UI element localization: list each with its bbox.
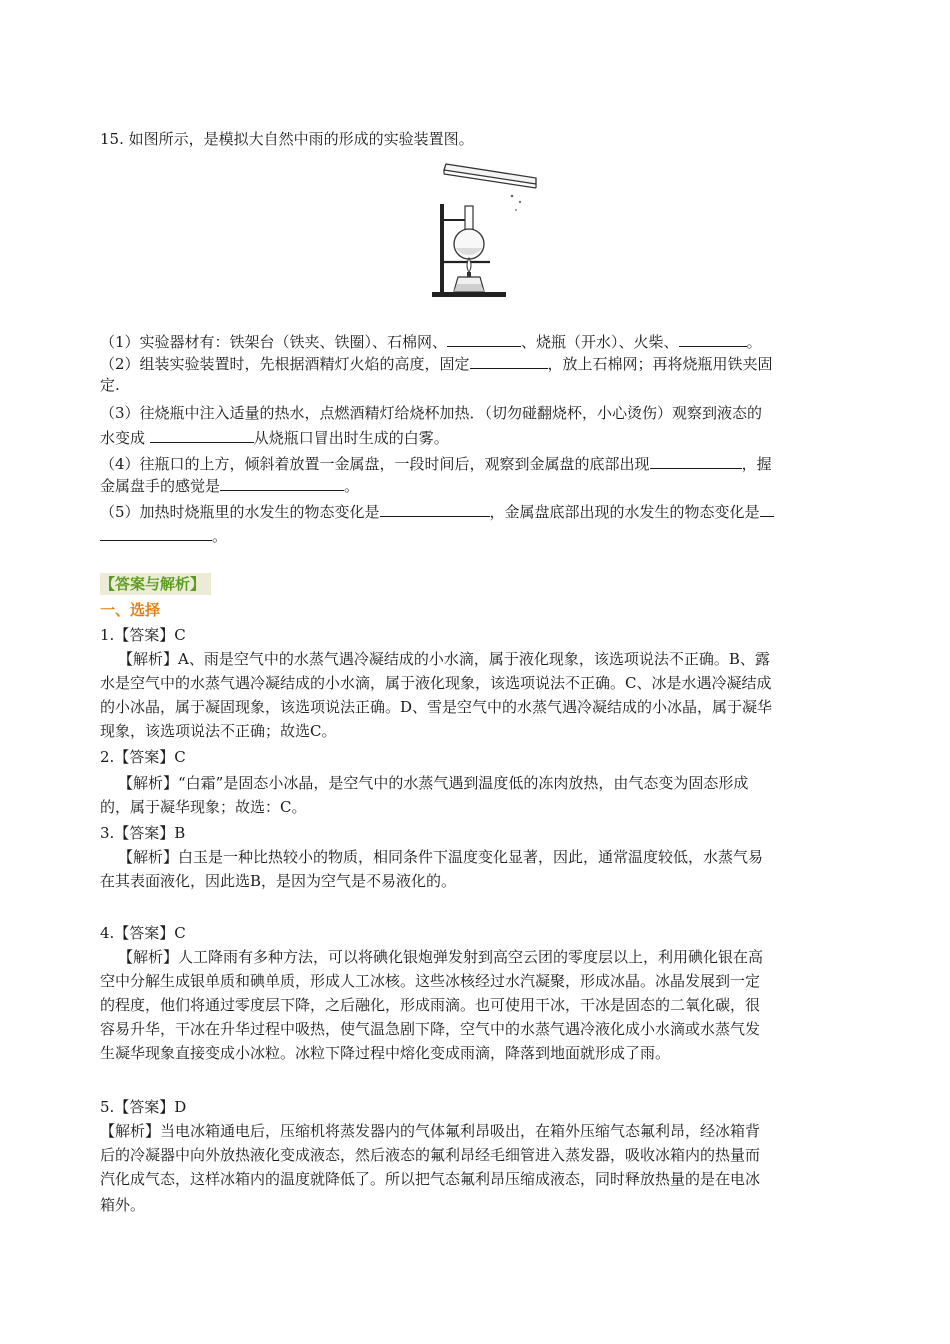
- answer-blank[interactable]: [760, 500, 774, 517]
- question-item-3: （3）往烧瓶中注入适量的热水，点燃酒精灯给烧杯加热．（切勿碰翻烧杯，小心烫伤）观察到液态的: [100, 404, 763, 422]
- answer-blank[interactable]: [470, 352, 548, 369]
- answer-blank[interactable]: [380, 500, 490, 517]
- answer-blank[interactable]: [220, 474, 344, 491]
- answers-header: 【答案与解析】: [100, 573, 211, 595]
- answer-blank[interactable]: [650, 452, 742, 469]
- answer-4: 4.【答案】C: [100, 924, 186, 942]
- question-item-4: （4）往瓶口的上方，倾斜着放置一金属盘，一段时间后，观察到金属盘的底部出现 ，握: [100, 452, 860, 475]
- explanation-4-line: 容易升华，干冰在升华过程中吸热，使气温急剧下降，空气中的水蒸气遇冷液化成小水滴或水蒸气发: [100, 1020, 761, 1038]
- answer-blank[interactable]: [100, 524, 212, 541]
- question-item-1: （1）实验器材有：铁架台（铁夹、铁圈）、石棉网、 、烧瓶（开水）、火柴、 。: [100, 330, 860, 353]
- explanation-5-line: 后的冷凝器中向外放热液化变成液态，然后液态的氟利昂经毛细管进入蒸发器，吸收冰箱内的热量而: [100, 1146, 761, 1164]
- explanation-4-line: 生凝华现象直接变成小冰粒。冰粒下降过程中熔化变成雨滴，降落到地面就形成了雨。: [100, 1044, 671, 1062]
- answer-2: 2.【答案】C: [100, 748, 186, 766]
- explanation-3: 【解析】白玉是一种比热较小的物质，相同条件下温度变化显著，因此，通常温度较低，水蒸气易: [118, 848, 764, 866]
- explanation-3-line: 在其表面液化，因此选B，是因为空气是不易液化的。: [100, 872, 457, 890]
- question-item-3-cont: 水变成 从烧瓶口冒出时生成的白雾。: [100, 426, 860, 449]
- answer-blank[interactable]: [150, 426, 254, 443]
- answer-blank[interactable]: [447, 330, 521, 347]
- explanation-5: 【解析】当电冰箱通电后，压缩机将蒸发器内的气体氟利昂吸出，在箱外压缩气态氟利昂，经冰箱背: [100, 1122, 761, 1140]
- explanation-1-line: 的小冰晶，属于凝固现象，该选项说法正确。D、雪是空气中的水蒸气遇冷凝结成的小冰晶，属于凝华: [100, 698, 773, 716]
- section-title: 一、选择: [100, 601, 161, 619]
- explanation-4-line: 空中分解生成银单质和碘单质，形成人工冰核。这些冰核经过水汽凝聚，形成冰晶。冰晶发展到一定: [100, 972, 761, 990]
- question-item-4-cont: 金属盘手的感觉是 。: [100, 474, 860, 497]
- answer-1: 1.【答案】C: [100, 626, 186, 644]
- explanation-1-line: 现象，该选项说法不正确；故选C。: [100, 722, 337, 740]
- explanation-4-line: 的程度，他们将通过零度层下降，之后融化，形成雨滴。也可使用干冰，干冰是固态的二氧化碳，很: [100, 996, 761, 1014]
- question-item-5-cont: 。: [100, 524, 860, 547]
- explanation-5-line: 汽化成气态，这样冰箱内的温度就降低了。所以把气态氟利昂压缩成液态，同时释放热量的是在电冰: [100, 1170, 761, 1188]
- answer-5: 5.【答案】D: [100, 1098, 187, 1116]
- explanation-1: 【解析】A、雨是空气中的水蒸气遇冷凝结成的小水滴，属于液化现象，该选项说法不正确。B、露: [118, 650, 770, 668]
- question-item-2: （2）组装实验装置时，先根据酒精灯火焰的高度，固定 ，放上石棉网；再将烧瓶用铁夹固: [100, 352, 860, 375]
- question-item-2-cont: 定.: [100, 376, 120, 394]
- explanation-1-line: 水是空气中的水蒸气遇冷凝结成的小水滴，属于液化现象，该选项说法不正确。C、冰是水遇冷凝结成: [100, 674, 772, 692]
- answer-3: 3.【答案】B: [100, 824, 186, 842]
- question-stem: 15. 如图所示，是模拟大自然中雨的形成的实验装置图。: [100, 130, 474, 148]
- explanation-4: 【解析】人工降雨有多种方法，可以将碘化银炮弹发射到高空云团的零度层以上，利用碘化银在高: [118, 948, 764, 966]
- rain-formation-apparatus-icon: [428, 160, 538, 300]
- explanation-5-line: 箱外。: [100, 1196, 146, 1214]
- explanation-2-line: 的，属于凝华现象；故选：C。: [100, 798, 307, 816]
- answer-blank[interactable]: [679, 330, 747, 347]
- question-item-5: （5）加热时烧瓶里的水发生的物态变化是 ，金属盘底部出现的水发生的物态变化是: [100, 500, 860, 523]
- explanation-2: 【解析】“白霜”是固态小冰晶，是空气中的水蒸气遇到温度低的冻肉放热，由气态变为固态形成: [118, 774, 749, 792]
